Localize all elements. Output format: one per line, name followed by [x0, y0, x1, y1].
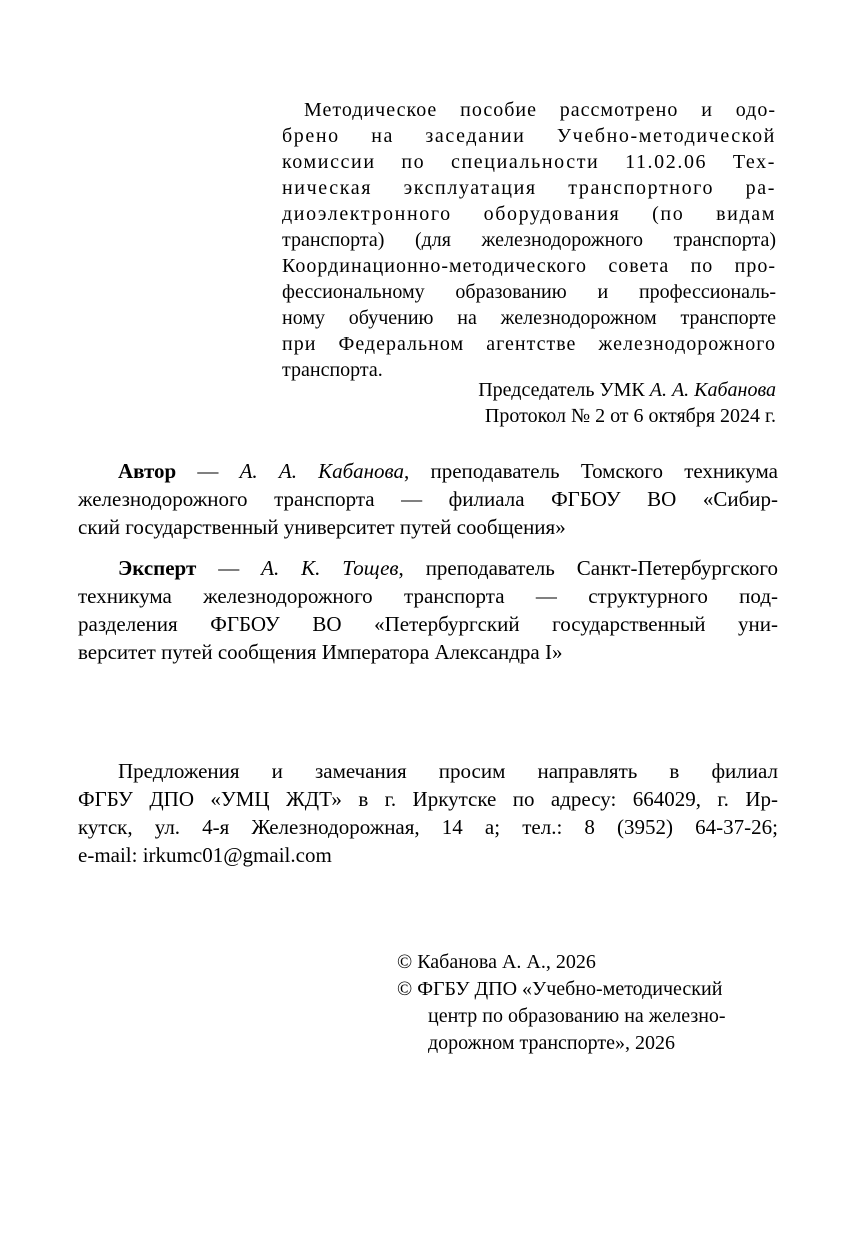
- author-line: железнодорожного транспорта — филиала ФГБОУ ВО «Сибир-: [78, 487, 778, 511]
- author-line: [78, 457, 778, 485]
- protocol-line: Протокол № 2 от 6 октября 2024 г.: [484, 405, 776, 427]
- copyright-line: © Кабанова А. А., 2026: [397, 951, 596, 973]
- expert-line: техникума железнодорожного транспорта — структурного под-: [78, 584, 778, 608]
- approval-line: транспорта.: [282, 359, 383, 381]
- chairman-line: [282, 377, 776, 403]
- copyright-line: © ФГБУ ДПО «Учебно-методический: [397, 978, 723, 1000]
- approval-line: транспорта) (для железнодорожного транспорта): [282, 229, 776, 251]
- author-description: , преподаватель Томского техникума: [404, 459, 778, 483]
- contact-line: ФГБУ ДПО «УМЦ ЖДТ» в г. Иркутске по адресу: 664029, г. Ир-: [78, 787, 778, 811]
- approval-line: комиссии по специальности 11.02.06 Тех-: [282, 151, 776, 173]
- approval-line: диоэлектронного оборудования (по видам: [282, 203, 776, 225]
- expert-description: , преподаватель Санкт-Петербургского: [398, 556, 778, 580]
- author-name: А. А. Кабанова: [239, 459, 405, 483]
- chairman-block: [282, 377, 776, 429]
- contact-line: кутск, ул. 4-я Железнодорожная, 14 а; тел.: 8 (3952) 64-37-26;: [78, 815, 778, 839]
- author-label: Автор: [118, 459, 177, 483]
- expert-line: [78, 554, 778, 582]
- approval-line: Координационно-методического совета по про-: [282, 255, 776, 277]
- chairman-title: Председатель УМК: [478, 379, 650, 401]
- contact-line: Предложения и замечания просим направлять в филиал: [118, 759, 778, 783]
- approval-line: брено на заседании Учебно-методической: [282, 125, 776, 147]
- dash: —: [196, 556, 262, 580]
- chairman-name: А. А. Кабанова: [649, 379, 776, 401]
- expert-paragraph: [78, 554, 778, 666]
- author-paragraph: [78, 457, 778, 541]
- expert-name: А. К. Тощев: [261, 556, 399, 580]
- copyright-line: центр по образованию на железно-: [428, 1005, 726, 1027]
- contact-paragraph: [78, 757, 778, 869]
- approval-line: ническая эксплуатация транспортного ра-: [282, 177, 776, 199]
- contact-email-line: e-mail: irkumc01@gmail.com: [78, 843, 332, 867]
- expert-line: разделения ФГБОУ ВО «Петербургский государственный уни-: [78, 612, 778, 636]
- author-line: ский государственный университет путей сообщения»: [78, 515, 566, 539]
- dash: —: [176, 459, 240, 483]
- copyright-line: дорожном транспорте», 2026: [428, 1032, 675, 1054]
- expert-line: верситет путей сообщения Императора Александра I»: [78, 640, 563, 664]
- approval-line: Методическое пособие рассмотрено и одо-: [304, 99, 776, 121]
- approval-line: ному обучению на железнодорожном транспорте: [282, 307, 776, 329]
- expert-label: Эксперт: [118, 556, 197, 580]
- approval-line: фессиональному образованию и профессиональ-: [282, 281, 776, 303]
- copyright-block: [397, 949, 817, 1057]
- approval-line: при Федеральном агентстве железнодорожного: [282, 333, 776, 355]
- approval-paragraph: [282, 97, 776, 383]
